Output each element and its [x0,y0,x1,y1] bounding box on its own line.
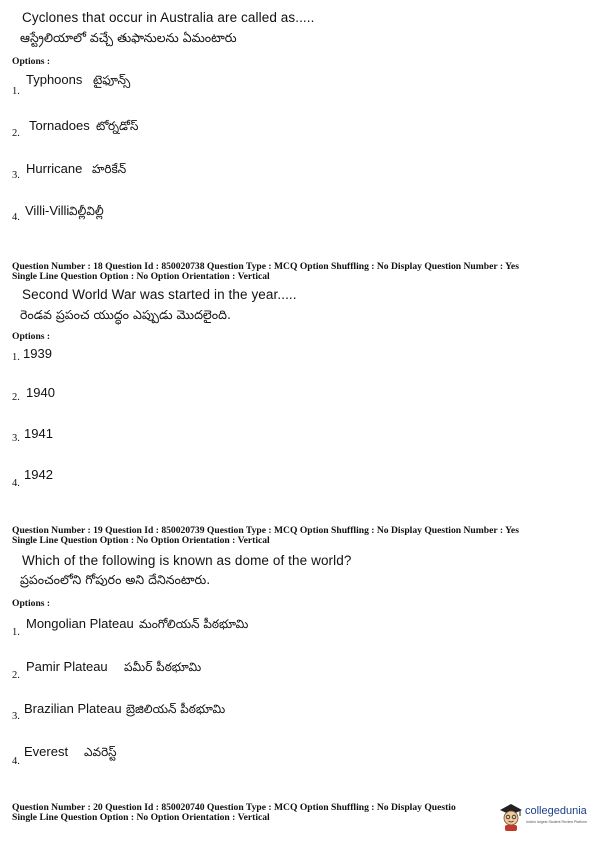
collegedunia-logo [498,800,594,832]
q17-option-4-number: 4. [12,212,20,223]
logo-brand-text: collegedunia [525,805,587,817]
q19-option-4-te: ఎవరెస్ట్ [84,745,117,759]
q18-option-2-text[interactable]: 1940 [26,385,55,400]
q18-option-1-number: 1. [12,352,20,363]
q17-question-en: Cyclones that occur in Australia are called as..... [22,10,315,25]
q17-option-3-number: 3. [12,170,20,181]
q19-option-1-te: మంగోలియన్ పీఠభూమి [139,617,249,631]
q19-option-1-text[interactable]: Mongolian Plateau [26,616,134,631]
q17-option-3-text[interactable]: Hurricane [26,161,83,176]
q17-option-1-text[interactable]: Typhoons [26,72,83,87]
q17-option-3-te: హరికేన్ [92,162,127,176]
q19-option-2-te: పమీర్ పీఠభూమి [124,660,202,674]
q19-meta-line-1: Question Number : 19 Question Id : 850020739 Question Type : MCQ Option Shuffling : No Display Question Number : Yes [12,525,519,536]
q19-option-2-text[interactable]: Pamir Plateau [26,659,108,674]
q19-question-te: ప్రపంచంలోని గోపురం అని దేనినంటారు. [20,572,211,587]
q18-meta-line-1: Question Number : 18 Question Id : 850020738 Question Type : MCQ Option Shuffling : No Display Question Number : Yes [12,261,519,272]
q19-option-1-number: 1. [12,627,20,638]
mascot-icon [498,801,524,831]
q19-option-3-te: బ్రెజిలియన్ పీఠభూమి [126,702,226,716]
q18-option-3-text[interactable]: 1941 [24,426,53,441]
q18-question-en: Second World War was started in the year..... [22,287,297,302]
q17-options-label: Options : [12,56,51,67]
q20-meta-line-2: Single Line Question Option : No Option Orientation : Vertical [12,812,270,823]
q17-option-1-number: 1. [12,86,20,97]
q17-option-4-te: విల్లీవిల్లీ [69,204,104,218]
q19-option-4-number: 4. [12,756,20,767]
q19-options-label: Options : [12,598,51,609]
q17-option-2-number: 2. [12,128,20,139]
logo-tagline: India's largest Student Review Platform [526,820,587,824]
q19-option-3-text[interactable]: Brazilian Plateau [24,701,122,716]
q18-question-te: రెండవ ప్రపంచ యుద్ధం ఎప్పుడు మొదలైంది. [20,307,231,322]
q18-option-4-text[interactable]: 1942 [24,467,53,482]
q18-option-3-number: 3. [12,433,20,444]
q18-option-4-number: 4. [12,478,20,489]
q19-option-3-number: 3. [12,711,20,722]
q18-option-2-number: 2. [12,392,20,403]
q18-options-label: Options : [12,331,51,342]
q19-option-4-text[interactable]: Everest [24,744,69,759]
q20-meta-line-1: Question Number : 20 Question Id : 850020740 Question Type : MCQ Option Shuffling : No Display Questio [12,802,456,813]
q18-meta-line-2: Single Line Question Option : No Option Orientation : Vertical [12,271,270,282]
q17-option-4-text[interactable]: Villi-Villi [25,203,70,218]
q17-option-1-te: టైఫూన్స్ [93,73,131,87]
q19-question-en: Which of the following is known as dome of the world? [22,553,352,568]
q18-option-1-text[interactable]: 1939 [23,346,52,361]
q17-option-2-te: టోర్నడోస్ [96,119,139,133]
q19-option-2-number: 2. [12,670,20,681]
q19-meta-line-2: Single Line Question Option : No Option Orientation : Vertical [12,535,270,546]
q17-option-2-text[interactable]: Tornadoes [29,118,90,133]
q17-question-te: ఆస్ట్రేలియాలో వచ్చే తుఫానులను ఏమంటారు [20,30,237,45]
